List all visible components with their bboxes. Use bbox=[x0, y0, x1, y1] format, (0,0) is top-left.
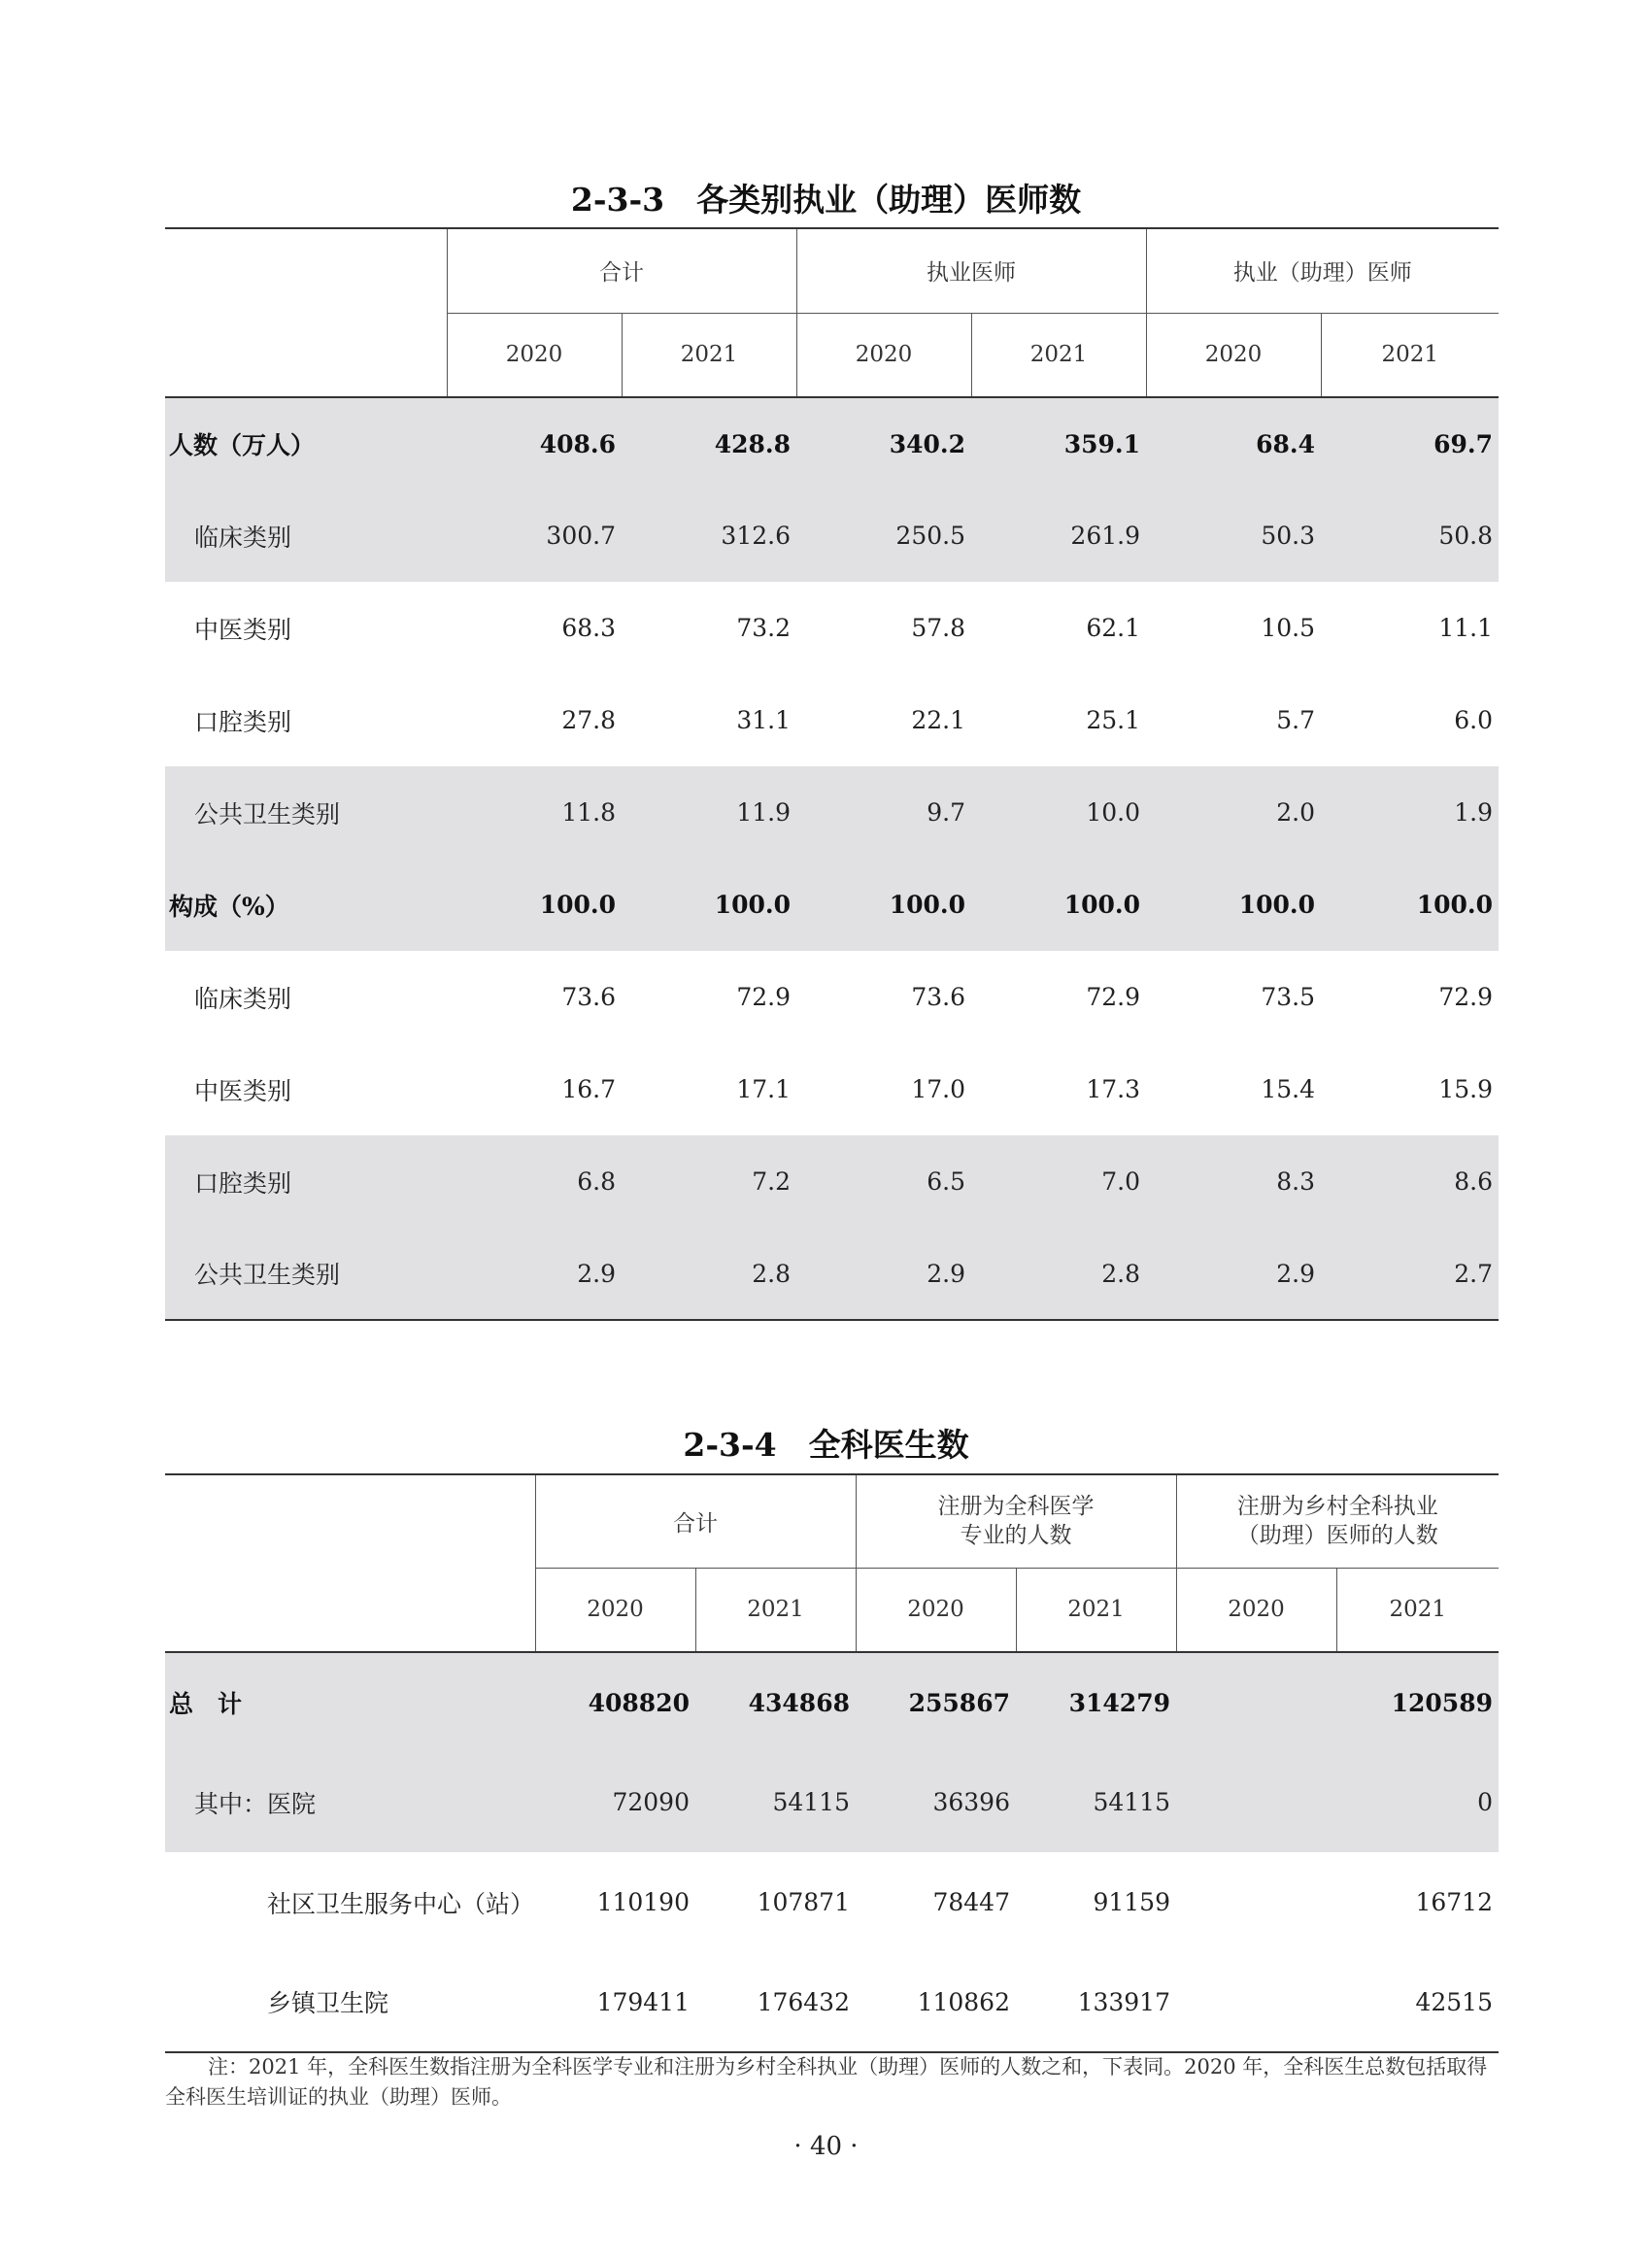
cell-value bbox=[1176, 1852, 1336, 1952]
group-header-total: 合计 bbox=[447, 228, 796, 313]
cell-value: 25.1 bbox=[1086, 706, 1140, 734]
year-header: 2021 bbox=[695, 1568, 856, 1652]
cell-value: 100.0 bbox=[622, 859, 796, 951]
row-label: 公共卫生类别 bbox=[165, 1228, 447, 1320]
year-header: 2021 bbox=[1016, 1568, 1176, 1652]
cell-value: 50.3 bbox=[1146, 490, 1321, 582]
cell-value: 7.2 bbox=[622, 1135, 796, 1228]
table-row bbox=[165, 397, 1499, 490]
year-header: 2020 bbox=[1176, 1568, 1336, 1652]
year-header: 2021 bbox=[1321, 313, 1499, 397]
cell-value: 42515 bbox=[1336, 1952, 1499, 2052]
cell-value: 8.6 bbox=[1321, 1135, 1499, 1228]
row-label: 乡镇卫生院 bbox=[165, 1952, 535, 2052]
row-label: 口腔类别 bbox=[165, 1135, 447, 1228]
group-header-licensed-assistant: 执业（助理）医师 bbox=[1146, 228, 1499, 313]
cell-value: 11.8 bbox=[447, 766, 622, 859]
table-row bbox=[165, 1852, 1499, 1952]
table-row bbox=[165, 859, 1499, 951]
cell-value: 250.5 bbox=[796, 490, 971, 582]
cell-value: 17.3 bbox=[1086, 1075, 1140, 1103]
group-header-total: 合计 bbox=[535, 1474, 856, 1568]
group-header-licensed: 执业医师 bbox=[796, 228, 1146, 313]
cell-value: 314279 bbox=[1016, 1652, 1176, 1752]
cell-value: 16712 bbox=[1415, 1888, 1493, 1916]
year-header: 2021 bbox=[622, 313, 796, 397]
table-physicians-by-category bbox=[165, 227, 1499, 1321]
cell-value: 312.6 bbox=[622, 490, 796, 582]
cell-value: 7.0 bbox=[971, 1135, 1146, 1228]
row-label: 人数（万人） bbox=[165, 397, 447, 490]
table-row bbox=[165, 674, 1499, 766]
cell-value: 72.9 bbox=[1086, 983, 1140, 1011]
cell-value: 31.1 bbox=[736, 706, 791, 734]
table-row bbox=[165, 1952, 1499, 2052]
cell-value bbox=[1176, 1952, 1336, 2052]
cell-value: 179411 bbox=[535, 1952, 695, 2052]
year-header: 2020 bbox=[856, 1568, 1016, 1652]
cell-value: 5.7 bbox=[1276, 706, 1315, 734]
cell-value: 69.7 bbox=[1321, 397, 1499, 490]
cell-value: 8.3 bbox=[1146, 1135, 1321, 1228]
table-general-practitioners bbox=[165, 1473, 1499, 2053]
cell-value: 78447 bbox=[932, 1888, 1010, 1916]
row-label: 中医类别 bbox=[194, 1076, 292, 1105]
cell-value: 340.2 bbox=[796, 397, 971, 490]
cell-value: 10.0 bbox=[971, 766, 1146, 859]
cell-value: 16.7 bbox=[561, 1075, 616, 1103]
table-footnote bbox=[165, 2052, 1499, 2112]
cell-value: 300.7 bbox=[447, 490, 622, 582]
cell-value: 6.8 bbox=[447, 1135, 622, 1228]
group-header-gp-registered: 注册为全科医学 专业的人数 bbox=[856, 1474, 1176, 1568]
cell-value: 2.9 bbox=[447, 1228, 622, 1320]
cell-value: 110862 bbox=[856, 1952, 1016, 2052]
cell-value: 54115 bbox=[1016, 1752, 1176, 1852]
cell-value: 68.3 bbox=[561, 614, 616, 642]
table-row bbox=[165, 1043, 1499, 1135]
year-header: 2020 bbox=[796, 313, 971, 397]
cell-value: 428.8 bbox=[622, 397, 796, 490]
cell-value: 133917 bbox=[1016, 1952, 1176, 2052]
table-row bbox=[165, 1228, 1499, 1320]
cell-value: 73.2 bbox=[736, 614, 791, 642]
table-row bbox=[165, 766, 1499, 859]
footnote-text: 注：2021 年，全科医生数指注册为全科医学专业和注册为乡村全科执业（助理）医师的人数之和，下表同。2020 年，全科医生总数包括取得全科医生培训证的执业（助理）医师。 bbox=[165, 2055, 1488, 2109]
row-label: 口腔类别 bbox=[194, 707, 292, 736]
cell-value: 62.1 bbox=[1086, 614, 1140, 642]
cell-value: 22.1 bbox=[911, 706, 965, 734]
cell-value: 17.1 bbox=[736, 1075, 791, 1103]
cell-value: 434868 bbox=[695, 1652, 856, 1752]
cell-value: 73.6 bbox=[561, 983, 616, 1011]
cell-value: 73.6 bbox=[911, 983, 965, 1011]
cell-value: 72.9 bbox=[1438, 983, 1493, 1011]
row-label: 总 计 bbox=[165, 1652, 535, 1752]
table-row bbox=[165, 1752, 1499, 1852]
stub-header bbox=[165, 1474, 535, 1652]
cell-value: 176432 bbox=[695, 1952, 856, 2052]
cell-value: 110190 bbox=[596, 1888, 690, 1916]
cell-value: 2.7 bbox=[1321, 1228, 1499, 1320]
cell-value: 408820 bbox=[535, 1652, 695, 1752]
cell-value: 1.9 bbox=[1321, 766, 1499, 859]
cell-value: 359.1 bbox=[971, 397, 1146, 490]
table-row bbox=[165, 951, 1499, 1043]
year-header: 2021 bbox=[1336, 1568, 1499, 1652]
group-header-rural-gp-registered: 注册为乡村全科执业 （助理）医师的人数 bbox=[1176, 1474, 1499, 1568]
year-header: 2021 bbox=[971, 313, 1146, 397]
row-label: 临床类别 bbox=[194, 984, 292, 1013]
year-header: 2020 bbox=[1146, 313, 1321, 397]
table1-title: 2-3-3 各类别执业（助理）医师数 bbox=[570, 181, 1082, 219]
table-row bbox=[165, 490, 1499, 582]
cell-value: 2.8 bbox=[622, 1228, 796, 1320]
table2-title: 2-3-4 全科医生数 bbox=[683, 1426, 969, 1464]
cell-value: 408.6 bbox=[447, 397, 622, 490]
cell-value: 100.0 bbox=[1146, 859, 1321, 951]
cell-value: 255867 bbox=[856, 1652, 1016, 1752]
cell-value: 261.9 bbox=[971, 490, 1146, 582]
cell-value: 107871 bbox=[757, 1888, 850, 1916]
cell-value: 57.8 bbox=[911, 614, 965, 642]
stub-header bbox=[165, 228, 447, 397]
page-number: · 40 · bbox=[793, 2132, 859, 2161]
table-row bbox=[165, 582, 1499, 674]
cell-value: 10.5 bbox=[1261, 614, 1315, 642]
row-label: 临床类别 bbox=[165, 490, 447, 582]
row-label: 社区卫生服务中心（站） bbox=[267, 1889, 535, 1918]
cell-value: 15.4 bbox=[1261, 1075, 1315, 1103]
year-header: 2020 bbox=[535, 1568, 695, 1652]
cell-value: 100.0 bbox=[447, 859, 622, 951]
cell-value: 68.4 bbox=[1146, 397, 1321, 490]
cell-value: 2.9 bbox=[1146, 1228, 1321, 1320]
cell-value: 100.0 bbox=[1321, 859, 1499, 951]
cell-value: 36396 bbox=[856, 1752, 1016, 1852]
cell-value: 73.5 bbox=[1261, 983, 1315, 1011]
cell-value: 72.9 bbox=[736, 983, 791, 1011]
cell-value: 100.0 bbox=[971, 859, 1146, 951]
row-label: 构成（%） bbox=[165, 859, 447, 951]
row-label: 公共卫生类别 bbox=[165, 766, 447, 859]
row-label: 中医类别 bbox=[194, 615, 292, 644]
cell-value bbox=[1176, 1652, 1336, 1752]
row-label: 其中：医院 bbox=[165, 1752, 535, 1852]
cell-value: 54115 bbox=[695, 1752, 856, 1852]
cell-value: 6.5 bbox=[796, 1135, 971, 1228]
cell-value: 2.0 bbox=[1146, 766, 1321, 859]
cell-value: 2.8 bbox=[971, 1228, 1146, 1320]
cell-value bbox=[1176, 1752, 1336, 1852]
cell-value: 0 bbox=[1336, 1752, 1499, 1852]
cell-value: 100.0 bbox=[796, 859, 971, 951]
cell-value: 27.8 bbox=[561, 706, 616, 734]
cell-value: 11.1 bbox=[1438, 614, 1493, 642]
table-row bbox=[165, 1135, 1499, 1228]
cell-value: 72090 bbox=[535, 1752, 695, 1852]
cell-value: 9.7 bbox=[796, 766, 971, 859]
year-header: 2020 bbox=[447, 313, 622, 397]
cell-value: 2.9 bbox=[796, 1228, 971, 1320]
table-row bbox=[165, 1652, 1499, 1752]
cell-value: 6.0 bbox=[1454, 706, 1493, 734]
cell-value: 50.8 bbox=[1321, 490, 1499, 582]
cell-value: 120589 bbox=[1336, 1652, 1499, 1752]
cell-value: 17.0 bbox=[911, 1075, 965, 1103]
cell-value: 91159 bbox=[1093, 1888, 1170, 1916]
cell-value: 15.9 bbox=[1438, 1075, 1493, 1103]
cell-value: 11.9 bbox=[622, 766, 796, 859]
